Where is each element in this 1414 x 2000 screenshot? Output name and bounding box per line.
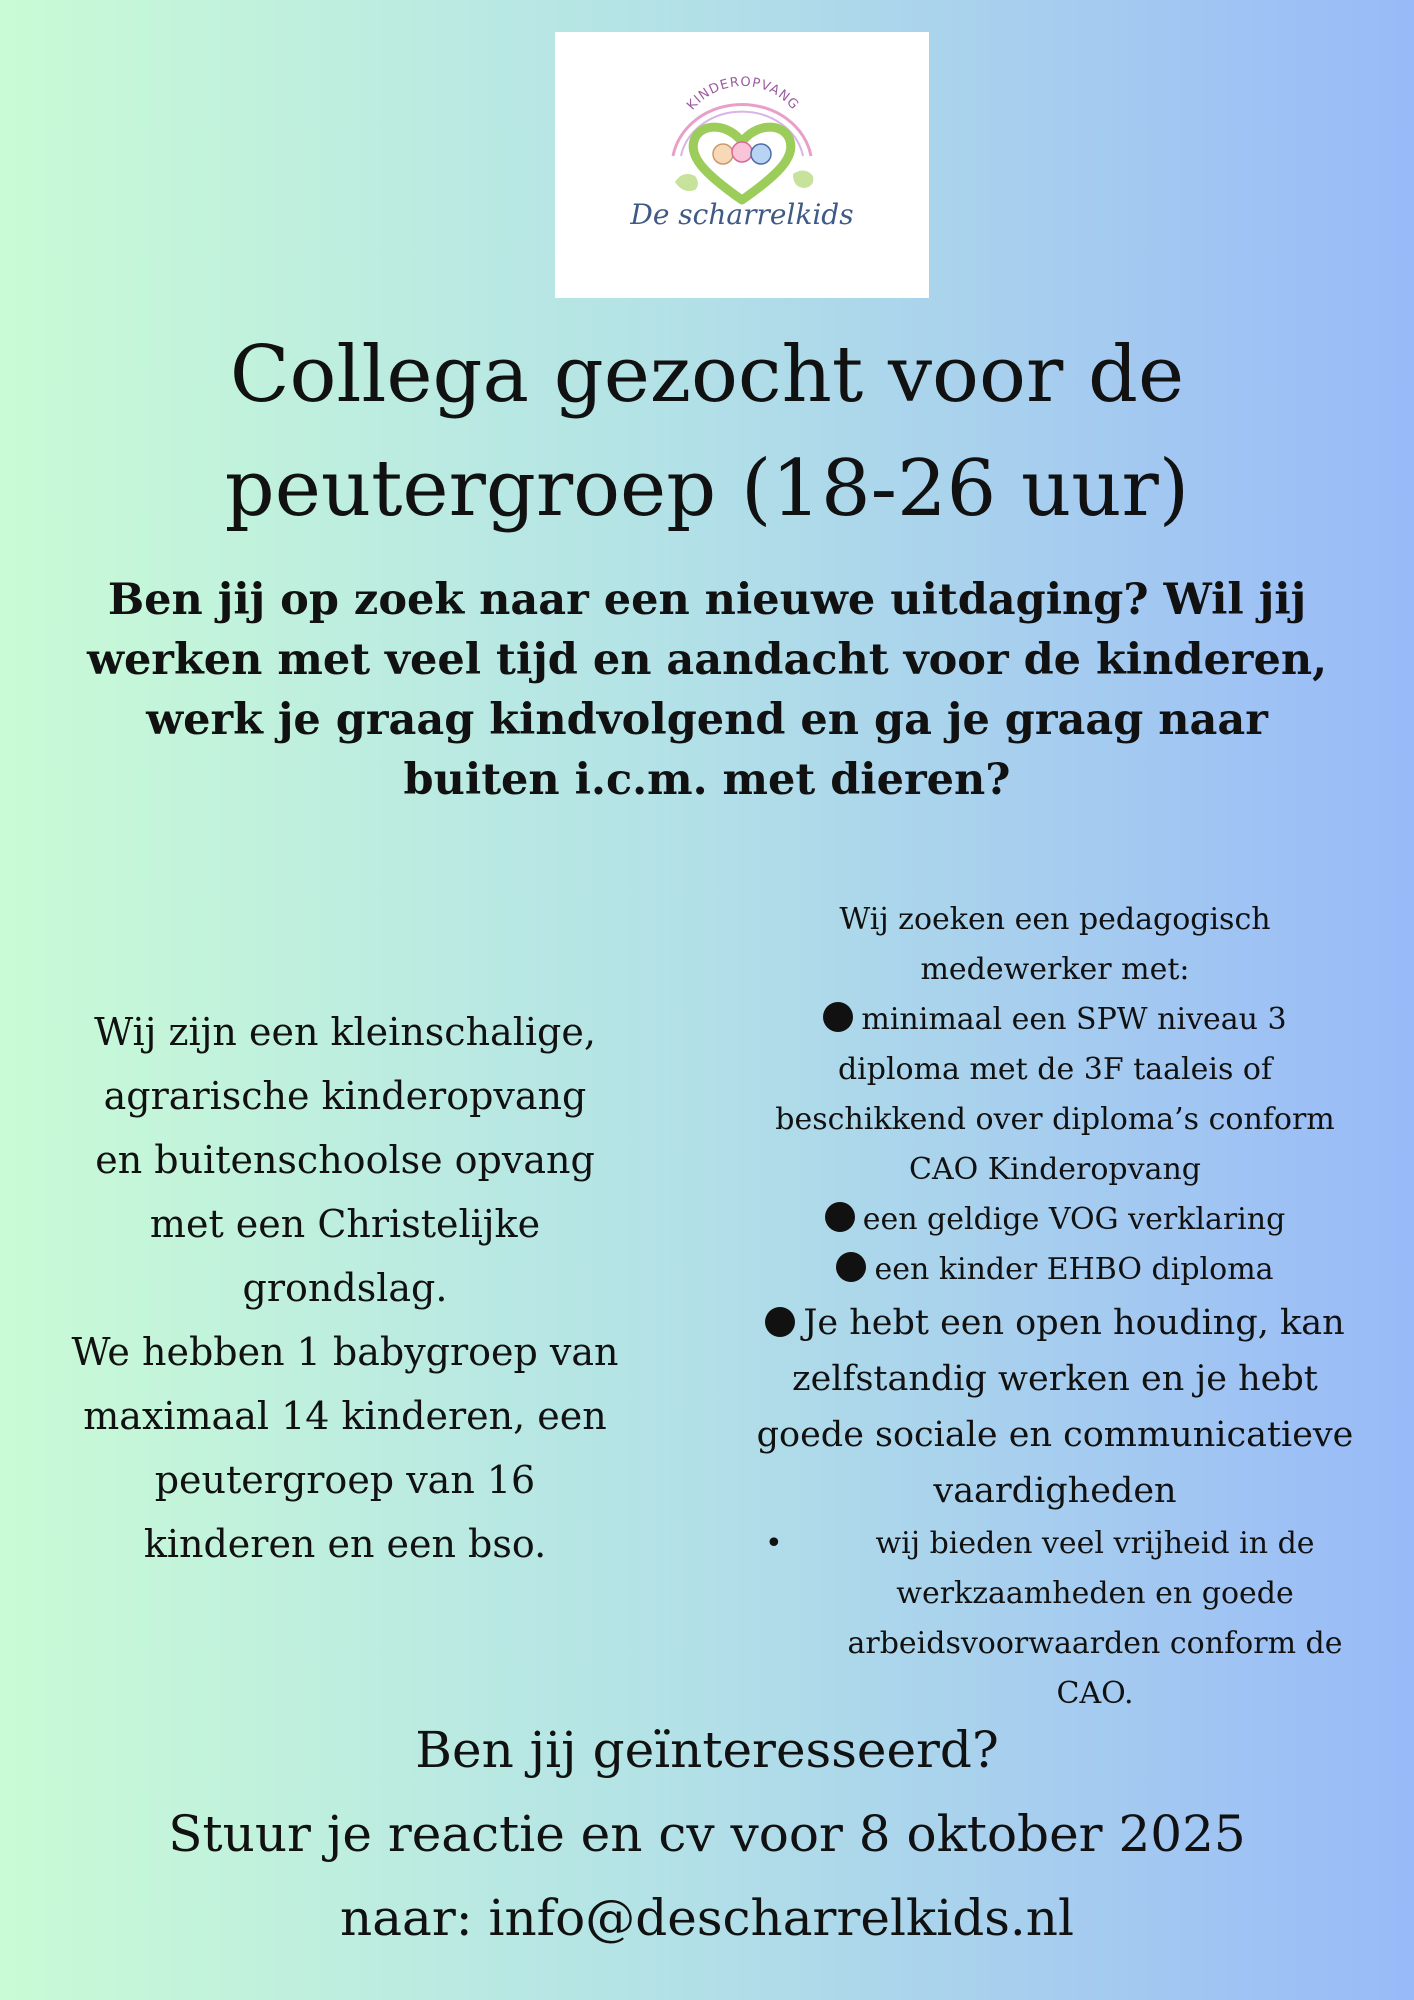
- call-to-action: [40, 1708, 1374, 1960]
- bullet-dot-icon: [823, 1002, 853, 1032]
- about-line: kinderen en een bso.: [143, 1522, 547, 1566]
- bullet-icon: •: [765, 1526, 783, 1561]
- about-line: met een Christelijke: [149, 1202, 541, 1246]
- requirement-item: een kinder EHBO diploma: [735, 1245, 1375, 1295]
- about-line: We hebben 1 babygroep van: [71, 1330, 619, 1374]
- logo: [555, 32, 929, 298]
- title-line: Collega gezocht voor de: [229, 330, 1185, 420]
- requirement-item: Je hebt een open houding, kan zelfstandig werken en je hebt goede sociale en communicatieve vaardigheden: [756, 1303, 1354, 1511]
- heart-with-children-and-animals-logo: [555, 32, 929, 298]
- intro-line: werk je graag kindvolgend en ga je graag naar: [146, 695, 1268, 745]
- heart-icon: [693, 127, 791, 200]
- about-line: maximaal 14 kinderen, een: [83, 1394, 607, 1438]
- requirement-item: een geldige VOG verklaring: [735, 1195, 1375, 1245]
- requirement-item: minimaal een SPW niveau 3 diploma met de 3F taaleis of beschikkend over diploma’s conform CAO Kinderopvang: [775, 1002, 1335, 1187]
- page-title: [60, 318, 1354, 546]
- contact-email: naar: info@descharrelkids.nl: [340, 1889, 1074, 1947]
- bullet-dot-icon: [825, 1202, 855, 1232]
- goat-icon: [793, 170, 813, 188]
- about-line: peutergroep van 16: [154, 1458, 536, 1502]
- logo-arc-text: KINDEROPVANG: [684, 74, 802, 114]
- about-section: [40, 1000, 650, 1576]
- intro-line: werken met veel tijd en aandacht voor de kinderen,: [86, 635, 1328, 685]
- intro-text: [40, 570, 1374, 810]
- bullet-dot-icon: [836, 1252, 866, 1282]
- intro-line: buiten i.c.m. met dieren?: [403, 755, 1011, 805]
- requirements-intro: Wij zoeken een pedagogisch medewerker met:: [839, 902, 1271, 987]
- child-face-icon: [751, 144, 771, 164]
- about-line: agrarische kinderopvang: [103, 1074, 587, 1118]
- about-line: Wij zijn een kleinschalige,: [94, 1010, 596, 1054]
- cta-question: Ben jij geïnteresseerd?: [415, 1721, 999, 1779]
- offer-item: • wij bieden veel vrijheid in de werkzaamheden en goede arbeidsvoorwaarden conform de CAO.: [735, 1519, 1375, 1719]
- cta-deadline: Stuur je reactie en cv voor 8 oktober 2025: [168, 1805, 1246, 1863]
- about-line: en buitenschoolse opvang: [95, 1138, 595, 1182]
- bullet-dot-icon: [765, 1307, 795, 1337]
- logo-name: De scharrelkids: [630, 198, 854, 231]
- about-line: grondslag.: [242, 1266, 448, 1310]
- sheep-icon: [675, 174, 698, 191]
- child-face-icon: [713, 144, 733, 164]
- child-face-icon: [732, 142, 752, 162]
- title-line: peutergroep (18-26 uur): [224, 444, 1190, 534]
- intro-line: Ben jij op zoek naar een nieuwe uitdaging? Wil jij: [107, 575, 1307, 625]
- requirements-section: [735, 895, 1375, 1719]
